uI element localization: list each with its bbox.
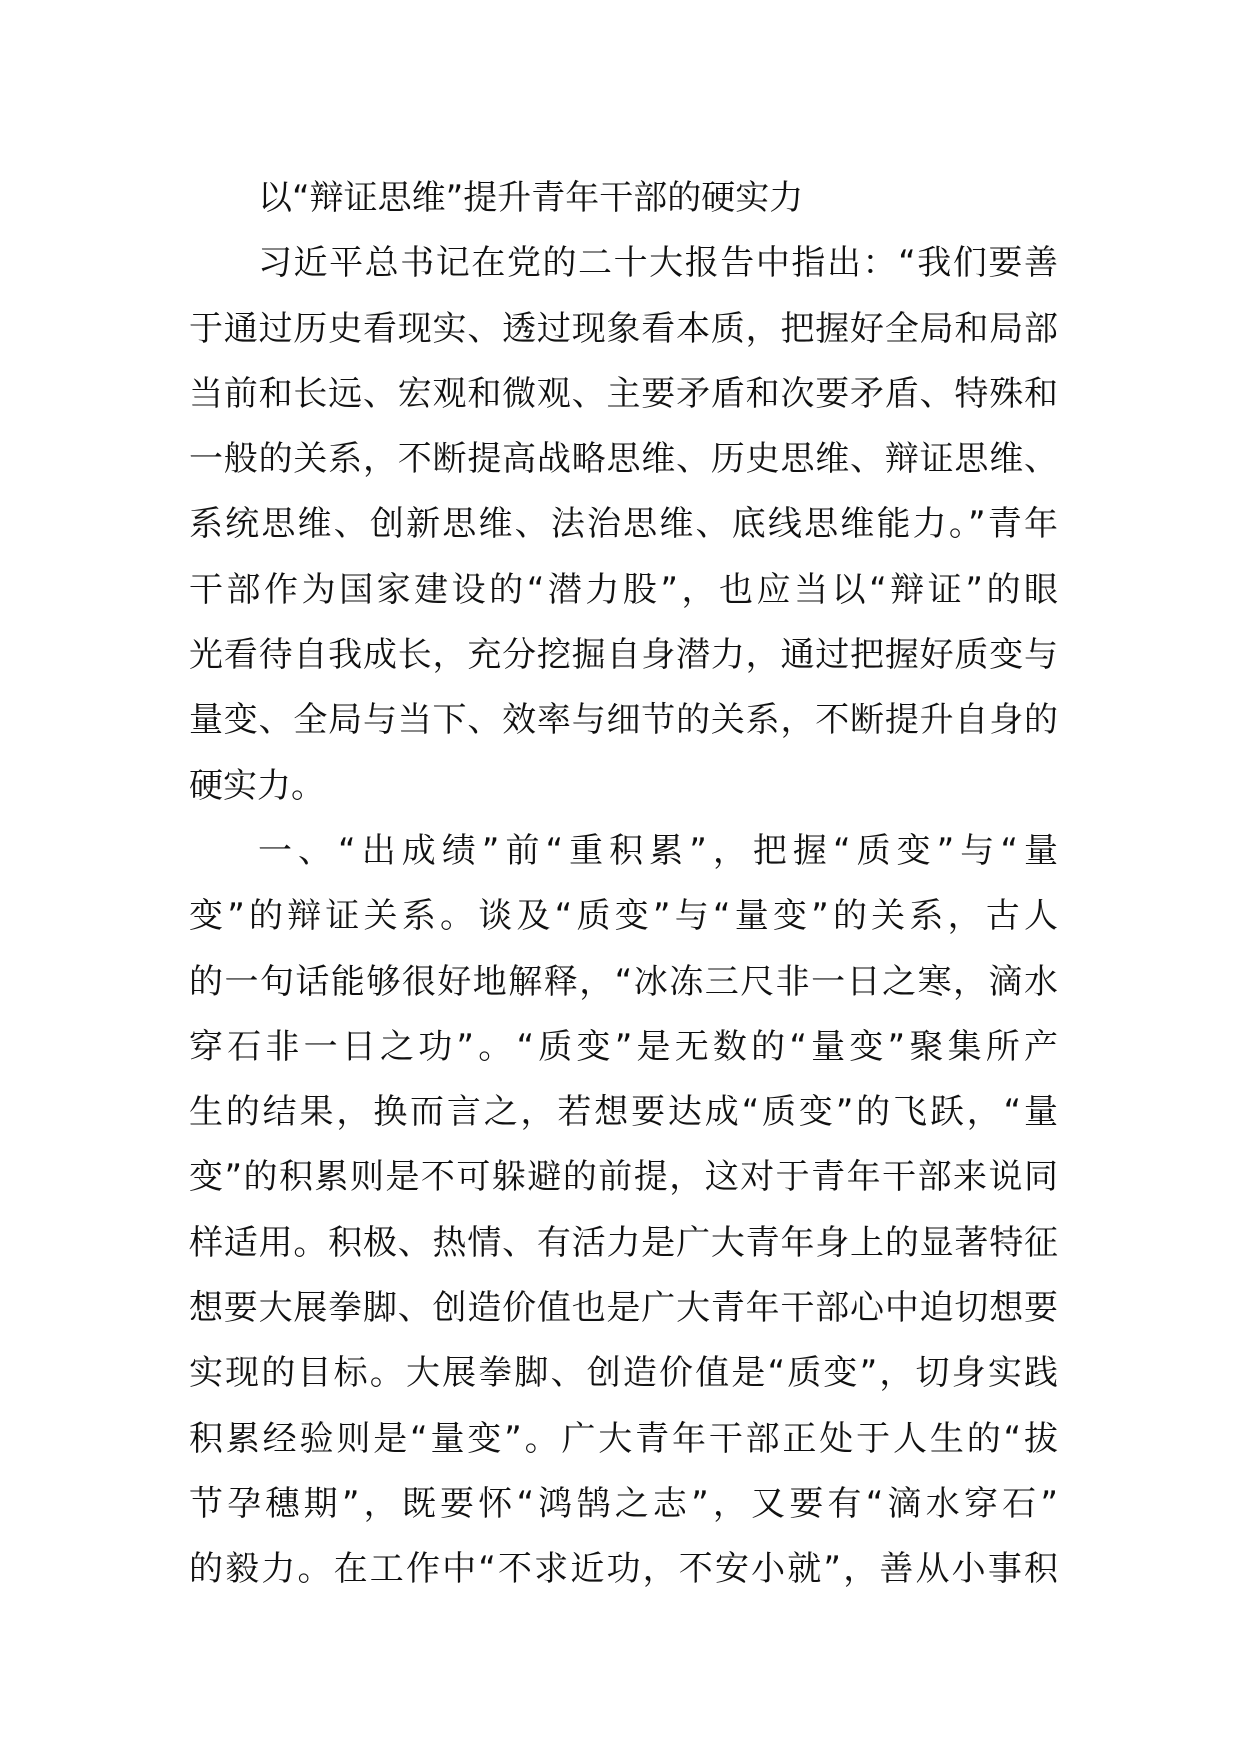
paragraph-line: 一、“出成绩”前“重积累”，把握“质变”与“量: [258, 830, 1058, 871]
paragraph-line: 样适用。积极、热情、有活力是广大青年身上的显著特征: [189, 1222, 1058, 1263]
paragraph-line: 干部作为国家建设的“潜力股”，也应当以“辩证”的眼: [189, 569, 1058, 610]
paragraph-line: 变”的辩证关系。谈及“质变”与“量变”的关系，古人: [189, 896, 1058, 937]
paragraph-line: 的一句话能够很好地解释，“冰冻三尺非一日之寒，滴水: [189, 961, 1058, 1002]
paragraph-line: 系统思维、创新思维、法治思维、底线思维能力。”青年: [189, 504, 1058, 545]
paragraph-line: 想要大展拳脚、创造价值也是广大青年干部心中迫切想要: [189, 1288, 1058, 1329]
paragraph-line: 的毅力。在工作中“不求近功，不安小就”，善从小事积: [189, 1549, 1058, 1590]
paragraph-2: [189, 819, 1058, 1603]
paragraph-line: 穿石非一日之功”。“质变”是无数的“量变”聚集所产: [189, 1026, 1058, 1067]
paragraph-line: 硬实力。: [189, 765, 325, 806]
paragraph-line: 习近平总书记在党的二十大报告中指出：“我们要善: [258, 243, 1058, 284]
paragraph-line: 节孕穗期”，既要怀“鸿鹄之志”，又要有“滴水穿石”: [189, 1483, 1058, 1524]
paragraph-line: 一般的关系，不断提高战略思维、历史思维、辩证思维、: [189, 439, 1058, 480]
paragraph-line: 于通过历史看现实、透过现象看本质，把握好全局和局部: [189, 308, 1058, 349]
paragraph-line: 积累经验则是“量变”。广大青年干部正处于人生的“拔: [189, 1418, 1058, 1459]
paragraph-line: 光看待自我成长，充分挖掘自身潜力，通过把握好质变与: [189, 635, 1058, 676]
paragraph-line: 量变、全局与当下、效率与细节的关系，不断提升自身的: [189, 700, 1058, 741]
paragraph-line: 生的结果，换而言之，若想要达成“质变”的飞跃，“量: [189, 1092, 1058, 1133]
paragraph-1: [189, 231, 1058, 819]
document-page: [189, 166, 1058, 1603]
document-title: 以“辩证思维”提升青年干部的硬实力: [258, 178, 804, 218]
paragraph-line: 实现的目标。大展拳脚、创造价值是“质变”，切身实践: [189, 1353, 1058, 1394]
paragraph-line: 变”的积累则是不可躲避的前提，这对于青年干部来说同: [189, 1157, 1058, 1198]
paragraph-line: 当前和长远、宏观和微观、主要矛盾和次要矛盾、特殊和: [189, 373, 1058, 414]
